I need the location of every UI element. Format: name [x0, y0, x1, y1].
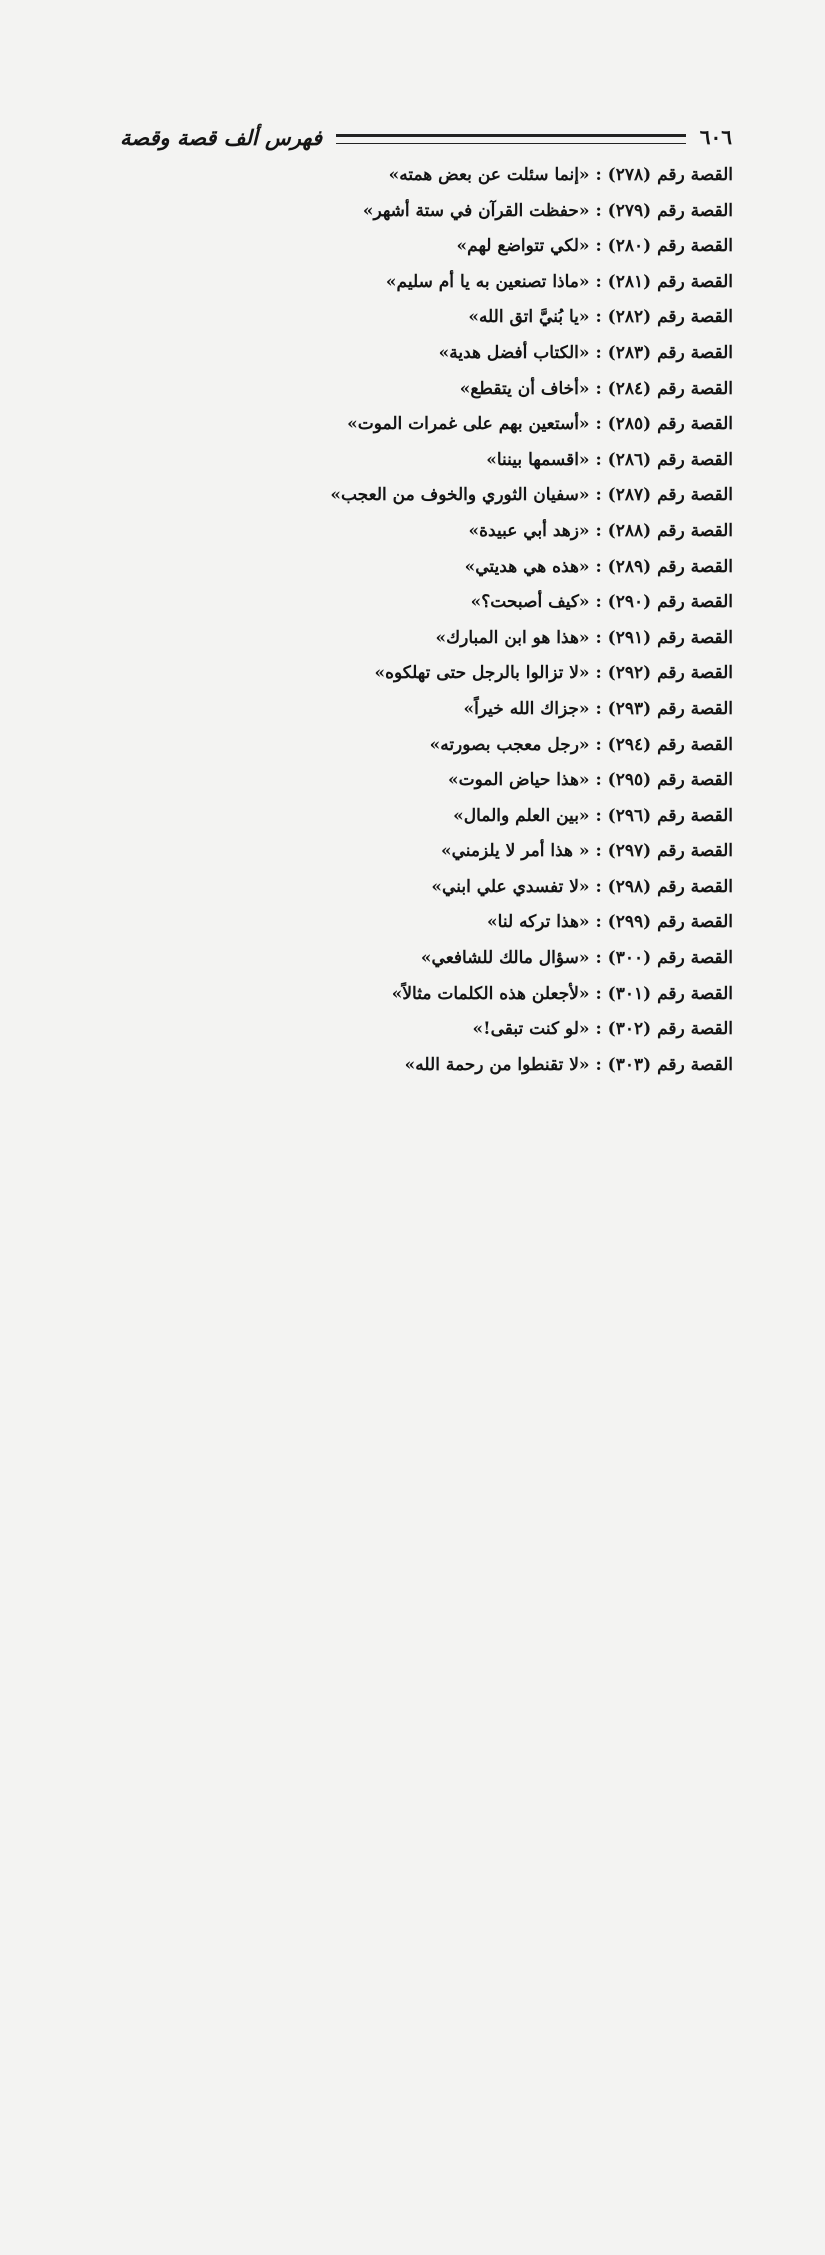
- entry-title: القصة رقم (٣٠٠) : «سؤال مالك للشافعي»: [420, 948, 733, 969]
- entry-title: القصة رقم (٢٩١) : «هذا هو ابن المبارك»: [435, 627, 733, 648]
- header-rule: [336, 134, 686, 144]
- index-entry: [126, 1019, 733, 1055]
- entry-title: القصة رقم (٢٩٨) : «لا تفسدي علي ابني»: [431, 876, 733, 897]
- entry-title: القصة رقم (٢٩٩) : «هذا تركه لنا»: [487, 912, 733, 933]
- entry-title: القصة رقم (٢٨٧) : «سفيان الثوري والخوف من العجب»: [330, 485, 733, 506]
- header-title: فهرس ألف قصة وقصة: [120, 124, 323, 150]
- entry-title: القصة رقم (٢٧٨) : «إنما سئلت عن بعض همته»: [388, 165, 733, 185]
- index-entry: [126, 236, 733, 272]
- entry-title: القصة رقم (٢٨٥) : «أستعين بهم على غمرات الموت»: [347, 414, 733, 435]
- entry-title: القصة رقم (٢٨٦) : «اقسمها بيننا»: [486, 449, 733, 470]
- index-entry: [126, 201, 733, 237]
- entry-title: القصة رقم (٢٨٠) : «لكي تتواضع لهم»: [456, 236, 733, 257]
- entry-title: القصة رقم (٢٩٧) : « هذا أمر لا يلزمني»: [440, 841, 733, 862]
- entry-title: القصة رقم (٢٨١) : «ماذا تصنعين به يا أم سليم»: [385, 271, 733, 292]
- entry-title: القصة رقم (٢٨٩) : «هذه هي هديتي»: [464, 556, 733, 577]
- entry-title: القصة رقم (٢٩٦) : «بين العلم والمال»: [453, 805, 733, 826]
- index-entry: [126, 557, 733, 593]
- index-list: [126, 165, 733, 1090]
- index-entry: [126, 912, 733, 948]
- entry-title: القصة رقم (٣٠٣) : «لا تقنطوا من رحمة الله»: [404, 1054, 733, 1075]
- entry-title: القصة رقم (٢٨٤) : «أخاف أن يتقطع»: [459, 378, 733, 399]
- index-entry: [126, 307, 733, 343]
- index-entry: [126, 699, 733, 735]
- index-entry: [126, 165, 733, 201]
- index-entry: [126, 806, 733, 842]
- entry-title: القصة رقم (٢٨٣) : «الكتاب أفضل هدية»: [438, 342, 733, 363]
- entry-title: القصة رقم (٢٩٠) : «كيف أصبحت؟»: [470, 592, 733, 613]
- entry-title: القصة رقم (٢٨٨) : «زهد أبي عبيدة»: [468, 520, 733, 541]
- entry-title: القصة رقم (٣٠٢) : «لو كنت تبقى!»: [472, 1019, 733, 1040]
- entry-title: القصة رقم (٢٩٣) : «جزاك الله خيراً»: [463, 698, 733, 719]
- index-entry: [126, 450, 733, 486]
- entry-title: القصة رقم (٢٩٢) : «لا تزالوا بالرجل حتى تهلكوه»: [374, 663, 733, 684]
- entry-page-number: [0, 1055, 385, 2255]
- entry-title: القصة رقم (٢٧٩) : «حفظت القرآن في ستة أشهر»: [362, 200, 733, 221]
- entry-title: القصة رقم (٣٠١) : «لأجعلن هذه الكلمات مثالاً»: [391, 983, 733, 1004]
- entry-title: القصة رقم (٢٨٢) : «يا بُنيَّ اتق الله»: [468, 307, 733, 328]
- index-entry: [126, 521, 733, 557]
- page-number: ٦٠٦: [699, 125, 732, 149]
- running-header: [120, 122, 732, 152]
- entry-title: القصة رقم (٢٩٥) : «هذا حياض الموت»: [447, 770, 733, 791]
- index-entry: [126, 592, 733, 628]
- index-entry: [126, 379, 733, 415]
- entry-title: القصة رقم (٢٩٤) : «رجل معجب بصورته»: [429, 734, 733, 755]
